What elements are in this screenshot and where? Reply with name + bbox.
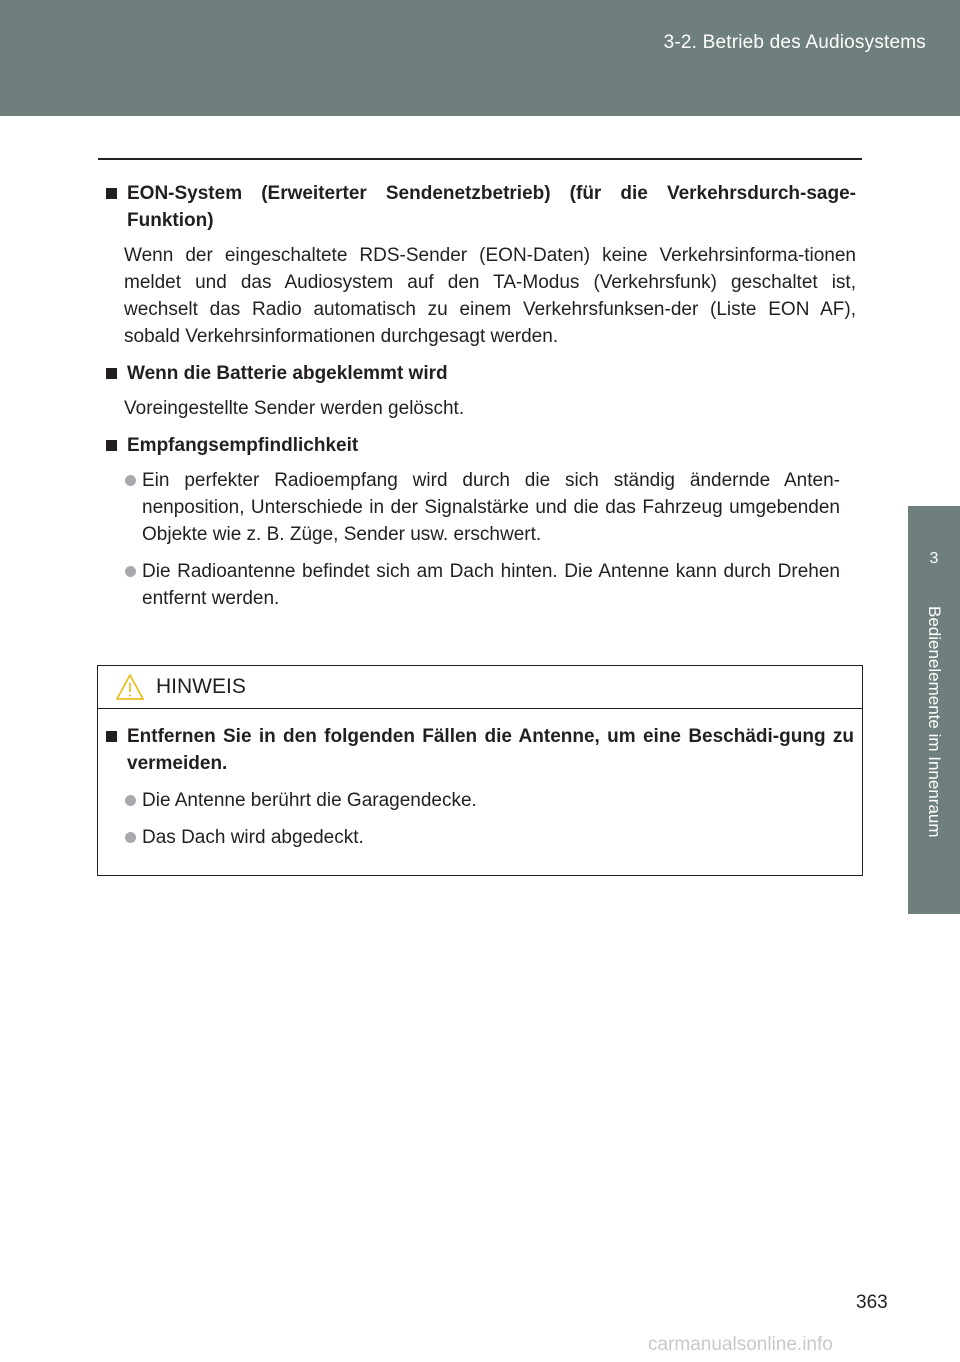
round-bullet-icon — [125, 832, 136, 843]
square-bullet-icon — [106, 188, 117, 199]
section-heading: EON-System (Erweiterter Sendenetzbetrieb) (für die Verkehrsdurch-sage-Funktion) — [104, 180, 856, 234]
square-bullet-icon — [106, 368, 117, 379]
header-band — [0, 0, 960, 116]
list-item: Ein perfekter Radioempfang wird durch die sich ständig ändernde Anten-nenposition, Unterschiede in der Signalstärke und die das Fahrzeug umgebenden Objekte wie z. B. Züge, Sender usw. erschwert. — [124, 467, 840, 548]
notice-body — [98, 709, 862, 851]
notice-heading: Entfernen Sie in den folgenden Fällen die Antenne, um eine Beschädi-gung zu vermeiden. — [104, 723, 854, 777]
notice-header — [98, 666, 862, 709]
round-bullet-icon — [125, 566, 136, 577]
warning-triangle-icon — [116, 674, 144, 700]
list-item: Das Dach wird abgedeckt. — [124, 824, 840, 851]
watermark-text[interactable]: carmanualsonline.info — [648, 1334, 833, 1355]
section-heading: Empfangsempfindlichkeit — [104, 432, 856, 459]
square-bullet-icon — [106, 731, 117, 742]
top-rule — [98, 158, 862, 160]
round-bullet-icon — [125, 795, 136, 806]
round-bullet-icon — [125, 475, 136, 486]
notice-title: HINWEIS — [156, 675, 246, 698]
chapter-tab — [908, 506, 960, 914]
section-title: 3-2. Betrieb des Audiosystems — [663, 32, 926, 53]
main-content — [104, 180, 856, 612]
notice-box — [97, 665, 863, 876]
list-item: Die Antenne berührt die Garagendecke. — [124, 787, 840, 814]
square-bullet-icon — [106, 440, 117, 451]
page-number: 363 — [856, 1292, 888, 1313]
section-text: Wenn der eingeschaltete RDS-Sender (EON-Daten) keine Verkehrsinforma-tionen meldet und das Audiosystem auf den TA-Modus (Verkehrsfunk) geschaltet ist, wechselt das Radio automatisch zu einem Verkehrsfunksen-der (Liste EON AF), sobald Verkehrsinformationen durchgesagt werden. — [124, 245, 856, 347]
section-text: Voreingestellte Sender werden gelöscht. — [124, 398, 465, 419]
list-item: Die Radioantenne befindet sich am Dach hinten. Die Antenne kann durch Drehen entfernt werden. — [124, 558, 840, 612]
chapter-label: Bedienelemente im Innenraum — [925, 606, 944, 838]
section-heading: Wenn die Batterie abgeklemmt wird — [104, 360, 856, 387]
chapter-number: 3 — [929, 550, 939, 567]
